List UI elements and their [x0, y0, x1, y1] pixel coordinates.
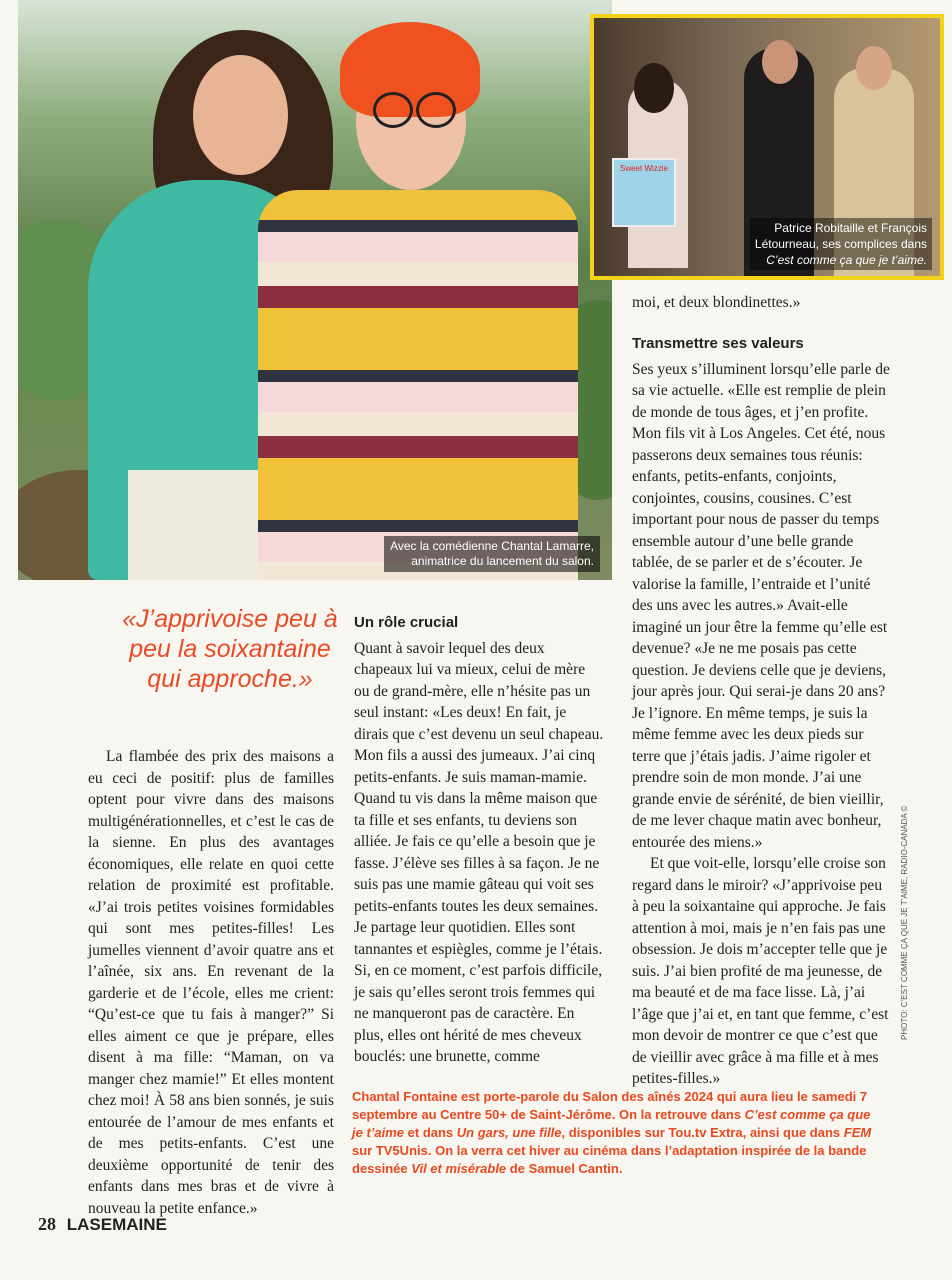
column-1 [88, 746, 334, 1219]
main-photo-caption [384, 536, 600, 572]
show-title: Un gars, une fille [456, 1125, 562, 1140]
paragraph: Et que voit-elle, lorsqu’elle croise son regard dans le miroir? «J’apprivoise peu à peu la soixantaine qui approche. Je fais attention à moi, mais je n’en fais pas une obsession. Je dois m’accepter telle que je suis. J’ai bien profité de ma jeunesse, de ma beauté et de ma face lisse. Là, j’ai l’âge que j’ai et, en tant que femme, c’est mon devoir de montrer ce que c’est que de vieillir avec grâce à ma fille et à mes petites-filles.» [632, 855, 889, 1087]
column-3 [622, 333, 892, 1090]
section-heading: Un rôle crucial [354, 614, 459, 631]
glasses-icon [373, 92, 413, 128]
glasses-icon [416, 92, 456, 128]
credits-text: et dans [404, 1125, 457, 1140]
credits-text: , disponibles sur Tou.tv Extra, ainsi que dans [561, 1125, 844, 1140]
inset-sign: Sweet Wizzie [612, 158, 676, 227]
page-footer [38, 1214, 167, 1235]
inset-person-3-face [856, 46, 892, 90]
inset-photo [590, 14, 944, 280]
show-title: FEM [843, 1125, 872, 1140]
section-heading: Transmettre ses valeurs [632, 335, 804, 352]
person-right-dress [258, 190, 578, 580]
person-left-face [193, 55, 288, 175]
paragraph: La flambée des prix des maisons a eu ceci de positif: plus de familles optent pour vivre dans des maisons multigénérationnelles, et c’est le cas de la sienne. En plus des avantages économiques, elle relate en quoi cette relation de proximité est profitable. «J’ai trois petites voisines formidables qui sont mes petites-filles! Les jumelles viennent d’avoir quatre ans et l’aînée, six ans. En revenant de la garderie et de l’école, elles me crient: “Qu’est-ce que tu fais à manger?” Si elles aiment ce que je prépare, elles disent à ma fille: “Maman, on va manger chez mamie!” Et elles montent chez moi! À 58 ans bien sonnés, je suis entourée de l’amour de mes enfants et de mes petits-enfants. C’est une deuxième opportunité de tenir des enfants dans mes bras et de vivre à nouveau la petite enfance.» [88, 748, 334, 1217]
main-photo [18, 0, 612, 580]
credits-text: sur TV5Unis. On la verra cet hiver au cinéma dans l’adaptation inspirée de la bande dessinée [352, 1143, 867, 1176]
credits-text: Chantal Fontaine est porte-parole du Salon des aînés 2024 qui aura lieu le samedi 7 septembre au Centre 50+ de Saint-Jérôme. On la retrouve dans [352, 1089, 868, 1122]
credits-text: de Samuel Cantin. [506, 1161, 623, 1176]
credits-box [352, 1088, 872, 1178]
caption-line: Avec la comédienne Chantal Lamarre, [390, 539, 594, 553]
inset-person-1-hair [634, 63, 674, 113]
column-3-continuation: moi, et deux blondinettes.» [632, 294, 801, 311]
paragraph: Quant à savoir lequel des deux chapeaux lui va mieux, celui de mère ou de grand-mère, elle n’hésite pas un seul instant: «Les deux! En fait, je dirais que c’est devenu un seul chapeau. Mon fils a aussi des jumeaux. J’ai cinq petits-enfants. Je suis maman-mamie. Quand tu vis dans la même maison que ta fille et ses enfants, tu deviens son alliée. Je fais ce qu’elle a besoin que je fasse. J’élève ses filles à sa façon. Je ne suis pas une mamie gâteau qui voit ses petits-enfants toutes les deux semaines. Je partage leur quotidien. Elles sont tannantes et espiègles, comme je l’étais. Si, en ce moment, c’est parfois difficile, je sais qu’elles seront trois femmes qui ne manqueront pas de caractère. En plus, elles ont hérité de mes cheveux bouclés: une brunette, comme [354, 639, 604, 1065]
inset-photo-caption [750, 218, 932, 270]
inset-person-2-face [762, 40, 798, 84]
paragraph: Ses yeux s’illuminent lorsqu’elle parle de sa vie actuelle. «Elle est remplie de plein de monde de tous âges, et j’en profite. Mon fils vit à Los Angeles. Cet été, nous passerons deux semaines tous réunis: enfants, petits-enfants, conjoints, conjointes, cousins, cousines. C’est important pour nous de passer du temps ensemble autour d’une belle grande tablée, de se parler et de s’écouter. Je valorise la famille, l’entraide et l’unité des uns avec les autres.» Avait-elle imaginé un jour être la femme qu’elle est devenue? «Je ne me posais pas cette question. Je deviens celle que je deviens, jour après jour. Qui serai-je dans 20 ans? Je l’ignore. En même temps, je suis la même femme avec les deux pieds sur terre que j’étais jadis. J’aime rigoler et prendre soin de mon monde. J’ai une grande envie de sérénité, de bien vieillir, de me lever chaque matin avec bonheur, entourée des miens.» [632, 360, 890, 851]
column-2 [354, 612, 604, 1068]
magazine-logo: LASEMAINE [66, 1215, 167, 1234]
caption-line: Létourneau, ses complices dans [754, 237, 927, 251]
show-title: Vil et misérable [411, 1161, 507, 1176]
caption-line: Patrice Robitaille et François [774, 221, 927, 235]
show-title: C’est comme ça que je t’aime [352, 1107, 871, 1140]
photo-credit: PHOTO: C’EST COMME ÇA QUE JE T’AIME, RADIO-CANADA © [900, 805, 909, 1040]
caption-line: animatrice du lancement du salon. [411, 554, 594, 568]
page-number: 28 [38, 1214, 56, 1234]
caption-line: C’est comme ça que je t’aime. [766, 253, 927, 267]
pull-quote: «J’apprivoise peu à peu la soixantaine qui approche.» [122, 605, 338, 693]
